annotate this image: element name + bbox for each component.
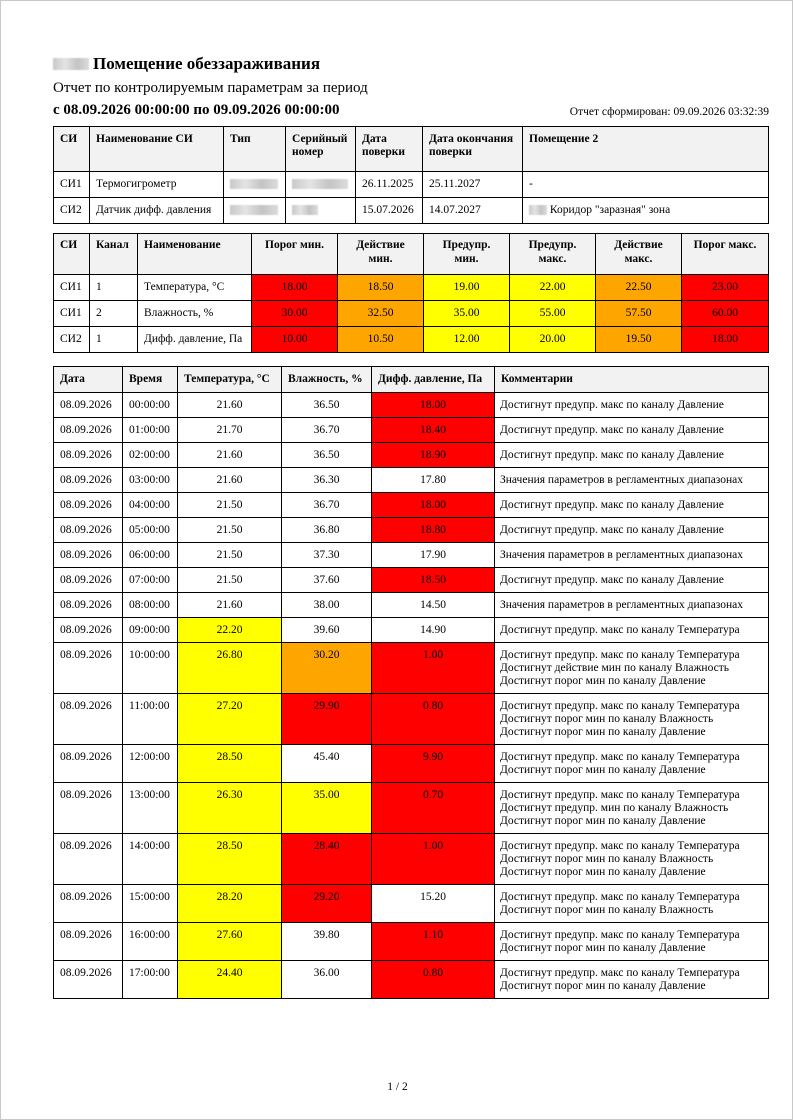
pressure-value: 0.70 [372, 783, 495, 834]
date-cell: 08.09.2026 [54, 885, 123, 923]
comment-line: Достигнут предупр. макс по каналу Температура [500, 751, 740, 763]
temperature-value: 28.50 [178, 834, 282, 885]
action-max-value: 22.50 [596, 275, 682, 301]
pressure-value: 15.20 [372, 885, 495, 923]
limit-max-value: 18.00 [682, 327, 769, 353]
time-cell: 13:00:00 [123, 783, 178, 834]
table-row [54, 885, 769, 923]
redacted-type-icon [230, 179, 278, 189]
temperature-value: 21.60 [178, 443, 282, 468]
col-room: Помещение 2 [523, 127, 769, 172]
warn-max-value: 20.00 [510, 327, 596, 353]
temperature-value: 27.20 [178, 694, 282, 745]
temperature-value: 28.50 [178, 745, 282, 783]
time-cell: 06:00:00 [123, 543, 178, 568]
channel-number: 1 [90, 275, 138, 301]
instrument-name: Датчик дифф. давления [90, 198, 224, 224]
instrument-serial [286, 198, 356, 224]
table-row [54, 443, 769, 468]
col-type: Тип [224, 127, 286, 172]
table-row [54, 393, 769, 418]
pressure-value: 18.00 [372, 493, 495, 518]
col-warn-min: Предупр. мин. [424, 234, 510, 275]
channel-number: 1 [90, 327, 138, 353]
channel-name: Температура, °C [138, 275, 252, 301]
measurements-body [54, 393, 769, 999]
table-row [54, 923, 769, 961]
period-row [53, 99, 769, 121]
col-si-name: Наименование СИ [90, 127, 224, 172]
time-cell: 10:00:00 [123, 643, 178, 694]
humidity-value: 38.00 [282, 593, 372, 618]
temperature-value: 22.20 [178, 618, 282, 643]
col-serial: Серийный номер [286, 127, 356, 172]
time-cell: 09:00:00 [123, 618, 178, 643]
instrument-verified: 26.11.2025 [356, 172, 423, 198]
comment-line: Достигнут порог мин по каналу Давление [500, 764, 706, 776]
comment-line: Достигнут действие мин по каналу Влажность [500, 662, 729, 674]
limit-min-value: 30.00 [252, 301, 338, 327]
redacted-type-icon [230, 205, 278, 215]
humidity-value: 37.30 [282, 543, 372, 568]
instrument-verified: 15.07.2026 [356, 198, 423, 224]
comments-cell [495, 694, 769, 745]
pressure-value: 17.80 [372, 468, 495, 493]
col-verify-date: Дата поверки [356, 127, 423, 172]
action-min-value: 10.50 [338, 327, 424, 353]
date-cell: 08.09.2026 [54, 568, 123, 593]
action-min-value: 18.50 [338, 275, 424, 301]
comment-line: Достигнут предупр. макс по каналу Температура [500, 929, 740, 941]
pressure-value: 1.10 [372, 923, 495, 961]
table-row [54, 568, 769, 593]
page-number: 1 / 2 [387, 1081, 408, 1093]
comments-cell [495, 961, 769, 999]
comment-line: Достигнут предупр. макс по каналу Давление [500, 449, 724, 461]
table-row [54, 745, 769, 783]
table-row [54, 593, 769, 618]
col-humidity: Влажность, % [282, 367, 372, 393]
humidity-value: 30.20 [282, 643, 372, 694]
time-cell: 04:00:00 [123, 493, 178, 518]
humidity-value: 29.90 [282, 694, 372, 745]
pressure-value: 18.40 [372, 418, 495, 443]
comment-line: Достигнут предупр. макс по каналу Температура [500, 624, 740, 636]
temperature-value: 21.50 [178, 518, 282, 543]
comments-cell [495, 543, 769, 568]
time-cell: 01:00:00 [123, 418, 178, 443]
temperature-value: 21.60 [178, 468, 282, 493]
table-row [54, 543, 769, 568]
pressure-value: 17.90 [372, 543, 495, 568]
date-cell: 08.09.2026 [54, 468, 123, 493]
pressure-value: 0.80 [372, 961, 495, 999]
comments-cell [495, 593, 769, 618]
comments-cell [495, 745, 769, 783]
room-label: Коридор "заразная" зона [549, 204, 671, 216]
temperature-value: 21.50 [178, 568, 282, 593]
table-row [54, 493, 769, 518]
limit-min-value: 10.00 [252, 327, 338, 353]
comment-line: Достигнут предупр. макс по каналу Температура [500, 700, 740, 712]
comment-line: Достигнут предупр. макс по каналу Давление [500, 524, 724, 536]
comments-cell [495, 783, 769, 834]
channel-row [54, 275, 769, 301]
humidity-value: 37.60 [282, 568, 372, 593]
measurements-header-row [54, 367, 769, 393]
pressure-value: 9.90 [372, 745, 495, 783]
time-cell: 08:00:00 [123, 593, 178, 618]
comment-line: Достигнут предупр. макс по каналу Давление [500, 424, 724, 436]
temperature-value: 28.20 [178, 885, 282, 923]
humidity-value: 36.80 [282, 518, 372, 543]
time-cell: 03:00:00 [123, 468, 178, 493]
measurements-table [53, 366, 769, 999]
temperature-value: 21.60 [178, 393, 282, 418]
instrument-verify-end: 14.07.2027 [423, 198, 523, 224]
temperature-value: 27.60 [178, 923, 282, 961]
time-cell: 02:00:00 [123, 443, 178, 468]
table-row [54, 618, 769, 643]
comment-line: Достигнут предупр. макс по каналу Давление [500, 574, 724, 586]
comment-line: Значения параметров в регламентных диапазонах [500, 599, 744, 611]
humidity-value: 36.70 [282, 493, 372, 518]
temperature-value: 26.30 [178, 783, 282, 834]
instrument-name: Термогигрометр [90, 172, 224, 198]
date-cell: 08.09.2026 [54, 418, 123, 443]
date-cell: 08.09.2026 [54, 443, 123, 468]
comment-line: Достигнут порог мин по каналу Влажность [500, 904, 714, 916]
warn-min-value: 19.00 [424, 275, 510, 301]
channel-name: Влажность, % [138, 301, 252, 327]
channels-header-row [54, 234, 769, 275]
warn-min-value: 12.00 [424, 327, 510, 353]
date-cell: 08.09.2026 [54, 961, 123, 999]
col-time: Время [123, 367, 178, 393]
comments-cell [495, 518, 769, 543]
comment-line: Значения параметров в регламентных диапазонах [500, 549, 744, 561]
col-date: Дата [54, 367, 123, 393]
col-channel: Канал [90, 234, 138, 275]
pressure-value: 18.00 [372, 393, 495, 418]
limit-min-value: 18.00 [252, 275, 338, 301]
comments-cell [495, 568, 769, 593]
channel-row [54, 301, 769, 327]
col-temperature: Температура, °C [178, 367, 282, 393]
pressure-value: 1.00 [372, 643, 495, 694]
comment-line: Достигнут порог мин по каналу Давление [500, 942, 706, 954]
col-action-min: Действие мин. [338, 234, 424, 275]
table-row [54, 783, 769, 834]
col-verify-end: Дата окончания поверки [423, 127, 523, 172]
action-max-value: 57.50 [596, 301, 682, 327]
humidity-value: 36.50 [282, 443, 372, 468]
date-cell: 08.09.2026 [54, 493, 123, 518]
redacted-logo-icon [53, 58, 89, 70]
redacted-serial-icon [292, 205, 318, 215]
table-row [54, 518, 769, 543]
col-si: СИ [54, 127, 90, 172]
instrument-room: - [523, 172, 769, 198]
date-cell: 08.09.2026 [54, 923, 123, 961]
instrument-si: СИ1 [54, 172, 90, 198]
time-cell: 17:00:00 [123, 961, 178, 999]
warn-max-value: 55.00 [510, 301, 596, 327]
humidity-value: 36.30 [282, 468, 372, 493]
comment-line: Достигнут предупр. макс по каналу Температура [500, 649, 740, 661]
report-subtitle: Отчет по контролируемым параметрам за период [53, 80, 368, 96]
temperature-value: 21.70 [178, 418, 282, 443]
time-cell: 07:00:00 [123, 568, 178, 593]
instrument-type [224, 172, 286, 198]
temperature-value: 24.40 [178, 961, 282, 999]
instruments-table [53, 126, 769, 224]
time-cell: 00:00:00 [123, 393, 178, 418]
comment-line: Достигнут порог мин по каналу Давление [500, 726, 706, 738]
limit-max-value: 60.00 [682, 301, 769, 327]
comments-cell [495, 418, 769, 443]
channel-si: СИ2 [54, 327, 90, 353]
instrument-si: СИ2 [54, 198, 90, 224]
humidity-value: 45.40 [282, 745, 372, 783]
pressure-value: 14.90 [372, 618, 495, 643]
time-cell: 14:00:00 [123, 834, 178, 885]
humidity-value: 36.00 [282, 961, 372, 999]
comments-cell [495, 493, 769, 518]
time-cell: 11:00:00 [123, 694, 178, 745]
instrument-row [54, 198, 769, 224]
action-min-value: 32.50 [338, 301, 424, 327]
comment-line: Достигнут предупр. макс по каналу Температура [500, 840, 740, 852]
pressure-value: 18.50 [372, 568, 495, 593]
col-channel-name: Наименование [138, 234, 252, 275]
channel-row [54, 327, 769, 353]
pressure-value: 18.90 [372, 443, 495, 468]
col-limit-min: Порог мин. [252, 234, 338, 275]
instrument-row [54, 172, 769, 198]
date-cell: 08.09.2026 [54, 783, 123, 834]
table-row [54, 468, 769, 493]
humidity-value: 28.40 [282, 834, 372, 885]
comments-cell [495, 618, 769, 643]
pressure-value: 14.50 [372, 593, 495, 618]
date-cell: 08.09.2026 [54, 618, 123, 643]
comments-cell [495, 834, 769, 885]
temperature-value: 21.50 [178, 543, 282, 568]
humidity-value: 36.50 [282, 393, 372, 418]
temperature-value: 21.60 [178, 593, 282, 618]
comment-line: Достигнут порог мин по каналу Давление [500, 815, 706, 827]
warn-max-value: 22.00 [510, 275, 596, 301]
table-row [54, 961, 769, 999]
time-cell: 12:00:00 [123, 745, 178, 783]
warn-min-value: 35.00 [424, 301, 510, 327]
table-row [54, 643, 769, 694]
instruments-header-row [54, 127, 769, 172]
date-cell: 08.09.2026 [54, 694, 123, 745]
humidity-value: 35.00 [282, 783, 372, 834]
comment-line: Достигнут порог мин по каналу Давление [500, 866, 706, 878]
humidity-value: 29.20 [282, 885, 372, 923]
comment-line: Достигнут порог мин по каналу Давление [500, 675, 706, 687]
channel-number: 2 [90, 301, 138, 327]
comments-cell [495, 643, 769, 694]
report-title-line [53, 53, 769, 75]
col-comments: Комментарии [495, 367, 769, 393]
humidity-value: 36.70 [282, 418, 372, 443]
comments-cell [495, 468, 769, 493]
channel-name: Дифф. давление, Па [138, 327, 252, 353]
comment-line: Значения параметров в регламентных диапазонах [500, 474, 744, 486]
action-max-value: 19.50 [596, 327, 682, 353]
pressure-value: 18.80 [372, 518, 495, 543]
table-row [54, 694, 769, 745]
comment-line: Достигнут предупр. макс по каналу Давление [500, 399, 724, 411]
comments-cell [495, 393, 769, 418]
date-cell: 08.09.2026 [54, 393, 123, 418]
col-warn-max: Предупр. макс. [510, 234, 596, 275]
comment-line: Достигнут предупр. мин по каналу Влажность [500, 802, 729, 814]
comment-line: Достигнут предупр. макс по каналу Давление [500, 499, 724, 511]
instrument-verify-end: 25.11.2027 [423, 172, 523, 198]
channel-si: СИ1 [54, 301, 90, 327]
col-si: СИ [54, 234, 90, 275]
pressure-value: 1.00 [372, 834, 495, 885]
limit-max-value: 23.00 [682, 275, 769, 301]
comment-line: Достигнут предупр. макс по каналу Температура [500, 967, 740, 979]
comment-line: Достигнут порог мин по каналу Влажность [500, 713, 714, 725]
instrument-type [224, 198, 286, 224]
col-pressure: Дифф. давление, Па [372, 367, 495, 393]
temperature-value: 26.80 [178, 643, 282, 694]
date-cell: 08.09.2026 [54, 593, 123, 618]
humidity-value: 39.80 [282, 923, 372, 961]
date-cell: 08.09.2026 [54, 834, 123, 885]
date-cell: 08.09.2026 [54, 518, 123, 543]
table-row [54, 418, 769, 443]
generated-timestamp: Отчет сформирован: 09.09.2026 03:32:39 [569, 106, 769, 118]
report-header [53, 53, 769, 121]
report-title: Помещение обеззараживания [93, 54, 321, 73]
col-limit-max: Порог макс. [682, 234, 769, 275]
date-cell: 08.09.2026 [54, 643, 123, 694]
comments-cell [495, 885, 769, 923]
time-cell: 05:00:00 [123, 518, 178, 543]
redacted-serial-icon [292, 179, 348, 189]
report-period: с 08.09.2026 00:00:00 по 09.09.2026 00:00:00 [53, 102, 340, 118]
comment-line: Достигнут порог мин по каналу Давление [500, 980, 706, 992]
pressure-value: 0.80 [372, 694, 495, 745]
temperature-value: 21.50 [178, 493, 282, 518]
channel-si: СИ1 [54, 275, 90, 301]
instrument-room [523, 198, 769, 224]
time-cell: 15:00:00 [123, 885, 178, 923]
comment-line: Достигнут предупр. макс по каналу Температура [500, 789, 740, 801]
table-row [54, 834, 769, 885]
date-cell: 08.09.2026 [54, 543, 123, 568]
date-cell: 08.09.2026 [54, 745, 123, 783]
comment-line: Достигнут предупр. макс по каналу Температура [500, 891, 740, 903]
time-cell: 16:00:00 [123, 923, 178, 961]
col-action-max: Действие макс. [596, 234, 682, 275]
comment-line: Достигнут порог мин по каналу Влажность [500, 853, 714, 865]
comments-cell [495, 443, 769, 468]
channels-table [53, 233, 769, 353]
redacted-room-icon [529, 205, 547, 215]
comments-cell [495, 923, 769, 961]
humidity-value: 39.60 [282, 618, 372, 643]
instrument-serial [286, 172, 356, 198]
